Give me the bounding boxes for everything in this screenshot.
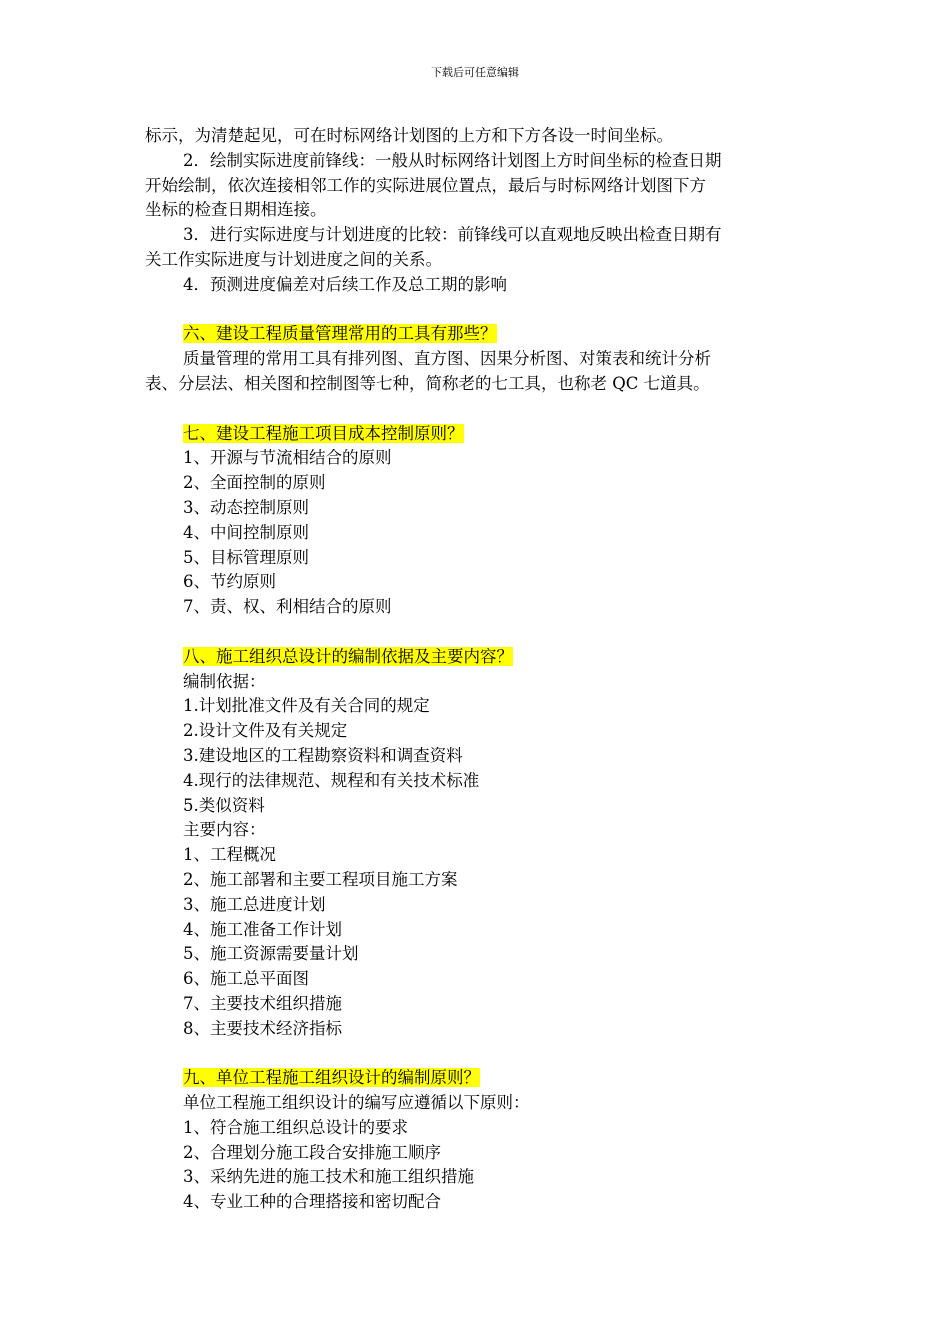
text-line: 质量管理的常用工具有排列图、直方图、因果分析图、对策表和统计分析 — [183, 349, 711, 369]
text-line: 主要内容： — [183, 820, 266, 840]
text-line: 开始绘制，依次连接相邻工作的实际进展位置点，最后与时标网络计划图下方 — [145, 175, 706, 195]
paragraph-gap — [145, 1041, 810, 1066]
paragraph-gap — [145, 620, 810, 645]
text-line: 表、分层法、相关图和控制图等七种，简称老的七工具，也称老 QC 七道具。 — [145, 373, 710, 393]
text-line: 3.建设地区的工程勘察资料和调查资料 — [183, 745, 463, 765]
section-heading — [145, 645, 810, 670]
section-heading — [145, 322, 810, 347]
text-line: 标示，为清楚起见，可在时标网络计划图的上方和下方各设一时间坐标。 — [145, 126, 673, 145]
text-line: 4、中间控制原则 — [183, 522, 309, 542]
text-line: 4、施工准备工作计划 — [183, 919, 342, 939]
text-line: 1.计划批准文件及有关合同的规定 — [183, 696, 430, 716]
highlighted-heading-text: 八、施工组织总设计的编制依据及主要内容？ — [183, 646, 513, 666]
paragraph-gap — [145, 298, 810, 323]
paragraph-gap — [145, 397, 810, 422]
text-line: 1、开源与节流相结合的原则 — [183, 448, 392, 468]
section-heading — [145, 422, 810, 447]
text-line: 5.类似资料 — [183, 795, 265, 815]
text-line: 7、责、权、利相结合的原则 — [183, 597, 392, 617]
text-line: 7、主要技术组织措施 — [183, 993, 342, 1013]
text-line: 关工作实际进度与计划进度之间的关系。 — [145, 249, 442, 269]
text-line: 2、施工部署和主要工程项目施工方案 — [183, 869, 458, 889]
text-line: 单位工程施工组织设计的编写应遵循以下原则： — [183, 1093, 530, 1113]
text-line: 6、施工总平面图 — [183, 969, 309, 989]
text-line: 5、目标管理原则 — [183, 547, 309, 567]
text-line: 4．预测进度偏差对后续工作及总工期的影响 — [183, 274, 507, 294]
text-line: 3、动态控制原则 — [183, 497, 309, 517]
text-line: 编制依据： — [183, 671, 266, 691]
highlighted-heading-text: 七、建设工程施工项目成本控制原则？ — [183, 423, 464, 443]
text-line: 2．绘制实际进度前锋线：一般从时标网络计划图上方时间坐标的检查日期 — [183, 150, 722, 170]
text-line: 4、专业工种的合理搭接和密切配合 — [183, 1192, 441, 1212]
text-line: 2、全面控制的原则 — [183, 473, 326, 493]
text-line: 3．进行实际进度与计划进度的比较：前锋线可以直观地反映出检查日期有 — [183, 225, 722, 245]
text-line: 3、施工总进度计划 — [183, 894, 326, 914]
text-line: 1、工程概况 — [183, 845, 276, 865]
page-header: 下载后可任意编辑 — [431, 66, 519, 79]
section-heading — [145, 1066, 810, 1091]
text-line: 1、符合施工组织总设计的要求 — [183, 1117, 408, 1137]
text-line: 5、施工资源需要量计划 — [183, 944, 359, 964]
highlighted-heading-text: 六、建设工程质量管理常用的工具有那些？ — [183, 324, 497, 344]
text-line: 2.设计文件及有关规定 — [183, 721, 348, 741]
text-line: 6、节约原则 — [183, 572, 276, 592]
text-line: 3、采纳先进的施工技术和施工组织措施 — [183, 1167, 474, 1187]
text-line: 4.现行的法律规范、规程和有关技术标准 — [183, 770, 480, 790]
document-body — [145, 124, 810, 1215]
highlighted-heading-text: 九、单位工程施工组织设计的编制原则？ — [183, 1068, 480, 1088]
text-line: 2、合理划分施工段合安排施工顺序 — [183, 1142, 441, 1162]
text-line: 坐标的检查日期相连接。 — [145, 200, 327, 220]
text-line: 8、主要技术经济指标 — [183, 1018, 342, 1038]
